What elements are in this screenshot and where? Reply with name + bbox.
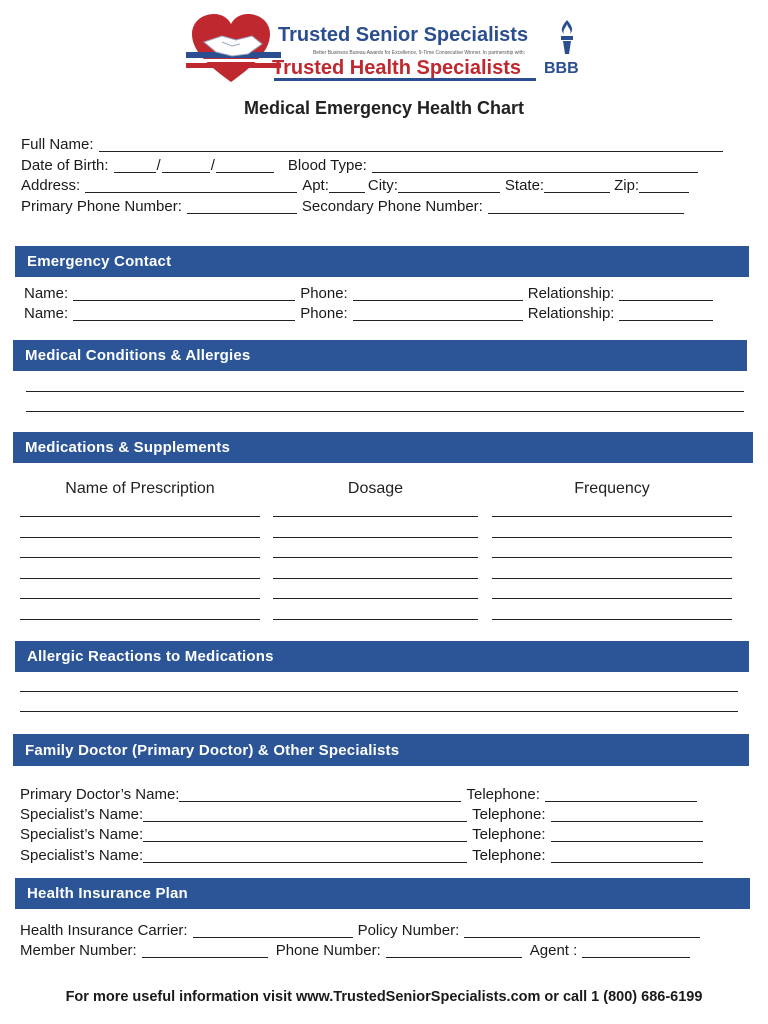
frequency-field[interactable] — [492, 537, 732, 538]
dosage-field[interactable] — [273, 516, 478, 517]
specialist-label: Specialist’s Name: — [20, 806, 144, 823]
full-name-field[interactable] — [99, 137, 723, 152]
emergency-contact-row — [24, 285, 713, 303]
specialist-label: Specialist’s Name: — [20, 847, 144, 864]
specialist-field[interactable] — [143, 848, 467, 863]
emergency-phone-field[interactable] — [353, 306, 523, 321]
city-label: City: — [367, 177, 398, 194]
dob-row — [21, 157, 698, 175]
telephone-label: Telephone: — [472, 826, 546, 843]
section-allergic-reactions: Allergic Reactions to Medications — [15, 641, 749, 672]
dob-label: Date of Birth: — [21, 157, 109, 174]
specialist-row — [20, 847, 703, 865]
prescription-name-field[interactable] — [20, 516, 260, 517]
prescription-name-field[interactable] — [20, 557, 260, 558]
blood-type-label: Blood Type: — [287, 157, 367, 174]
emergency-name-field[interactable] — [73, 286, 295, 301]
reactions-line[interactable] — [20, 711, 738, 712]
brand-logo — [186, 12, 596, 86]
apt-label: Apt: — [302, 177, 329, 194]
emergency-relationship-field[interactable] — [619, 306, 713, 321]
telephone-label: Telephone: — [466, 786, 540, 803]
frequency-field[interactable] — [492, 578, 732, 579]
footer-contact-info: For more useful information visit www.TrustedSeniorSpecialists.com or call 1 (800) 686-6199 — [65, 989, 703, 1005]
primary-doctor-field[interactable] — [179, 787, 461, 802]
member-number-label: Member Number: — [20, 942, 137, 959]
apt-field[interactable] — [329, 178, 365, 193]
conditions-line[interactable] — [26, 411, 744, 412]
frequency-field[interactable] — [492, 619, 732, 620]
member-number-row — [20, 942, 690, 960]
section-medications: Medications & Supplements — [13, 432, 753, 463]
insurance-carrier-label: Health Insurance Carrier: — [20, 922, 188, 939]
specialist-phone-field[interactable] — [551, 827, 703, 842]
dosage-field[interactable] — [273, 578, 478, 579]
specialist-phone-field[interactable] — [551, 848, 703, 863]
primary-doctor-row — [20, 786, 697, 804]
section-emergency-contact: Emergency Contact — [15, 246, 749, 277]
specialist-label: Specialist’s Name: — [20, 826, 144, 843]
emergency-name-field[interactable] — [73, 306, 295, 321]
bbb-torch-icon — [554, 18, 580, 58]
dosage-field[interactable] — [273, 598, 478, 599]
prescription-name-field[interactable] — [20, 578, 260, 579]
specialist-row — [20, 826, 703, 844]
section-doctors: Family Doctor (Primary Doctor) & Other Specialists — [13, 734, 749, 766]
insurance-phone-field[interactable] — [386, 943, 522, 958]
brand-name-health: Trusted Health Specialists — [272, 57, 521, 79]
section-medical-conditions: Medical Conditions & Allergies — [13, 340, 747, 371]
specialist-field[interactable] — [143, 827, 467, 842]
address-field[interactable] — [85, 178, 297, 193]
dob-day-field[interactable] — [162, 158, 210, 173]
city-field[interactable] — [398, 178, 500, 193]
state-field[interactable] — [544, 178, 610, 193]
dob-year-field[interactable] — [216, 158, 274, 173]
telephone-label: Telephone: — [472, 806, 546, 823]
frequency-field[interactable] — [492, 557, 732, 558]
column-dosage: Dosage — [347, 480, 404, 497]
emergency-relationship-label: Relationship: — [527, 305, 615, 322]
zip-label: Zip: — [614, 177, 640, 194]
zip-field[interactable] — [639, 178, 689, 193]
address-row — [21, 177, 689, 195]
secondary-phone-label: Secondary Phone Number: — [301, 198, 483, 215]
insurance-carrier-field[interactable] — [193, 923, 353, 938]
specialist-phone-field[interactable] — [551, 807, 703, 822]
emergency-phone-label: Phone: — [300, 305, 348, 322]
agent-field[interactable] — [582, 943, 690, 958]
secondary-phone-field[interactable] — [488, 199, 684, 214]
insurance-carrier-row — [20, 922, 700, 940]
emergency-relationship-field[interactable] — [619, 286, 713, 301]
primary-doctor-label: Primary Doctor’s Name: — [20, 786, 180, 803]
dosage-field[interactable] — [273, 557, 478, 558]
column-prescription-name: Name of Prescription — [65, 480, 215, 497]
document-title: Medical Emergency Health Chart — [243, 98, 525, 118]
dosage-field[interactable] — [273, 537, 478, 538]
dob-slash: / — [156, 157, 161, 174]
prescription-name-field[interactable] — [20, 537, 260, 538]
reactions-line[interactable] — [20, 691, 738, 692]
primary-doctor-phone-field[interactable] — [545, 787, 697, 802]
emergency-phone-label: Phone: — [300, 285, 348, 302]
frequency-field[interactable] — [492, 516, 732, 517]
agent-label: Agent : — [529, 942, 578, 959]
primary-phone-label: Primary Phone Number: — [21, 198, 182, 215]
column-frequency: Frequency — [574, 480, 650, 497]
emergency-relationship-label: Relationship: — [527, 285, 615, 302]
prescription-name-field[interactable] — [20, 619, 260, 620]
full-name-row — [21, 136, 723, 154]
brand-tagline: Better Business Bureau Awards for Excellence, 9-Time Consecutive Winner. In partnership with: — [312, 50, 526, 56]
prescription-name-field[interactable] — [20, 598, 260, 599]
section-health-insurance: Health Insurance Plan — [15, 878, 750, 909]
insurance-phone-label: Phone Number: — [275, 942, 381, 959]
blood-type-field[interactable] — [372, 158, 698, 173]
telephone-label: Telephone: — [472, 847, 546, 864]
full-name-label: Full Name: — [21, 136, 94, 153]
phone-row — [21, 198, 684, 216]
state-label: State: — [504, 177, 545, 194]
emergency-name-label: Name: — [24, 305, 69, 322]
specialist-field[interactable] — [143, 807, 467, 822]
dob-month-field[interactable] — [114, 158, 156, 173]
primary-phone-field[interactable] — [187, 199, 297, 214]
conditions-line[interactable] — [26, 391, 744, 392]
policy-number-field[interactable] — [464, 923, 700, 938]
emergency-contact-row — [24, 305, 713, 323]
specialist-row — [20, 806, 703, 824]
policy-number-label: Policy Number: — [357, 922, 460, 939]
dob-slash: / — [210, 157, 215, 174]
emergency-phone-field[interactable] — [353, 286, 523, 301]
address-label: Address: — [21, 177, 81, 194]
brand-name-senior: Trusted Senior Specialists — [278, 24, 529, 46]
bbb-label: BBB — [544, 60, 579, 77]
dosage-field[interactable] — [273, 619, 478, 620]
frequency-field[interactable] — [492, 598, 732, 599]
member-number-field[interactable] — [142, 943, 268, 958]
emergency-name-label: Name: — [24, 285, 69, 302]
